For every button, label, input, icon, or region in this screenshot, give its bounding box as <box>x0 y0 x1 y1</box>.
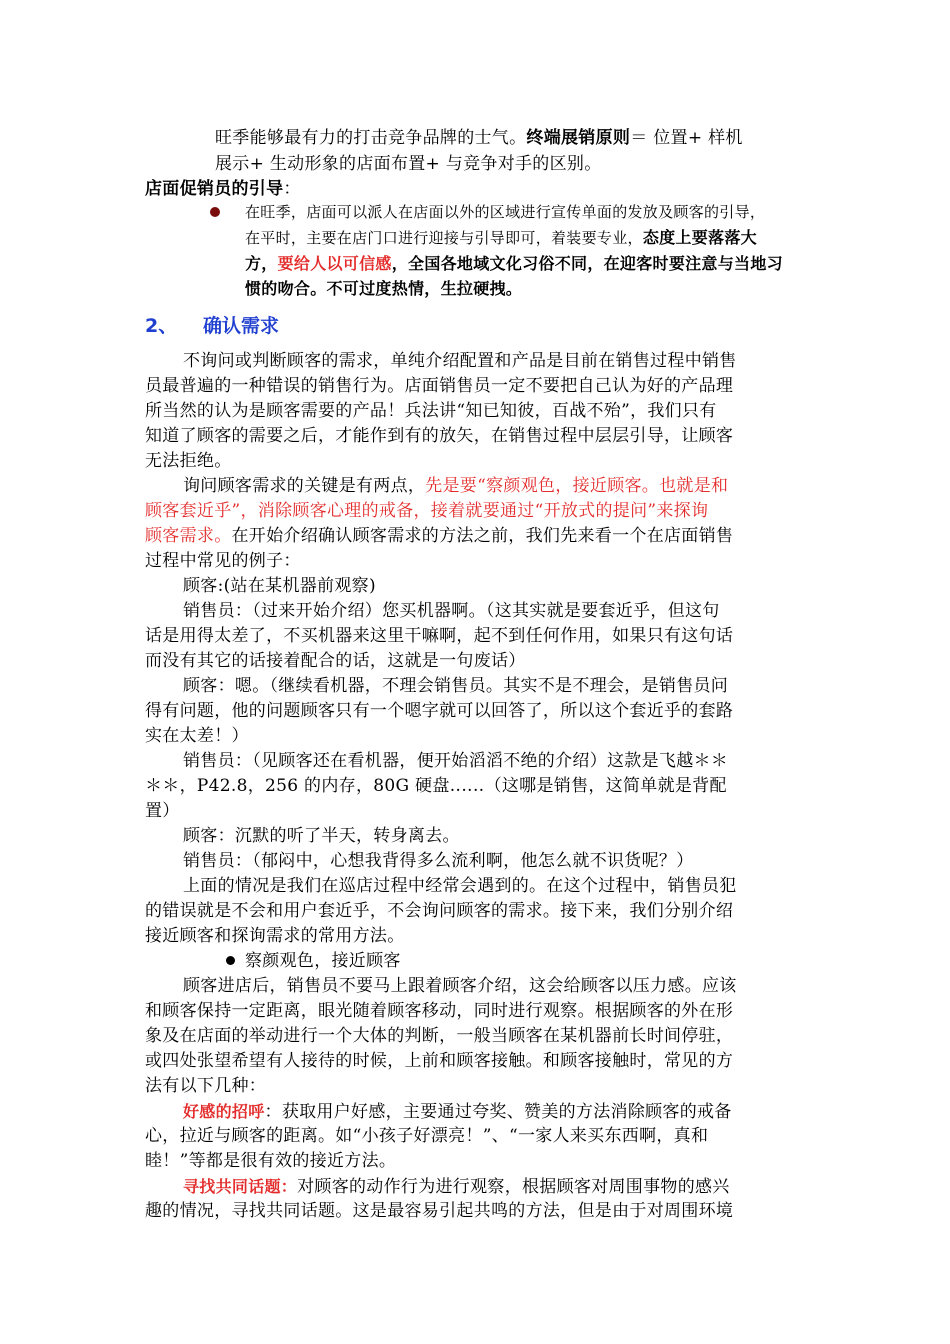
paragraph-line: 知道了顾客的需要之后，才能作到有的放矢，在销售过程中层层引导，让顾客 <box>145 426 734 446</box>
intro-line-1 <box>215 126 743 151</box>
paragraph-line <box>183 474 728 499</box>
term-label: 寻找共同话题： <box>183 1177 298 1196</box>
guide-bold-text: ，全国各地域文化习俗不同，在迎客时要注意与当地习 <box>391 254 783 273</box>
dialogue-line: 销售员：（过来开始介绍）您买机器啊。（这其实就是要套近乎，但这句 <box>183 601 720 621</box>
dialogue-line: 得有问题，他的问题顾客只有一个嗯字就可以回答了，所以这个套近乎的套路 <box>145 701 734 721</box>
paragraph-text: 询问顾客需求的关键是有两点， <box>183 476 426 496</box>
guide-red-text: 要给人以可信感 <box>277 254 392 273</box>
principle-label: 终端展销原则 <box>526 128 631 148</box>
paragraph-line: 上面的情况是我们在巡店过程中经常会遇到的。在这个过程中，销售员犯 <box>183 876 737 896</box>
dialogue-line: 而没有其它的话接着配合的话，这就是一句废话） <box>145 651 526 671</box>
dialogue-line: ＊＊，P42.8，256 的内存，80G 硬盘‥‥‥（这哪是销售，这简单就是背配 <box>145 776 727 796</box>
dialogue-line: 销售员：（郁闷中，心想我背得多么流利啊，他怎么就不识货呢？） <box>183 851 694 871</box>
highlight-text: 顾客需求。 <box>145 526 232 546</box>
paragraph-line: 顾客进店后，销售员不要马上跟着顾客介绍，这会给顾客以压力感。应该 <box>183 976 737 996</box>
term-label: 好感的招呼 <box>183 1102 265 1121</box>
guide-bullet-line-2 <box>245 225 757 251</box>
guide-bullet-line-3 <box>245 251 783 276</box>
paragraph-line: 趣的情况，寻找共同话题。这是最容易引起共鸣的方法，但是由于对周围环境 <box>145 1201 734 1221</box>
dialogue-line: 顾客:(站在某机器前观察) <box>183 576 376 596</box>
paragraph-line: 过程中常见的例子： <box>145 551 301 571</box>
highlight-text: 先是要“察颜观色，接近顾客。也就是和 <box>425 476 729 496</box>
dialogue-line: 顾客：嗯。（继续看机器，不理会销售员。其实不是不理会，是销售员问 <box>183 676 729 696</box>
paragraph-line: 心，拉近与顾客的距离。如“小孩子好漂亮！”、“一家人来买东西啊，真和 <box>145 1126 709 1146</box>
dialogue-line: 实在太差！） <box>145 726 249 746</box>
paragraph-line <box>183 1174 730 1200</box>
dialogue-line: 销售员：（见顾客还在看机器，便开始滔滔不绝的介绍）这款是飞越＊＊ <box>183 751 729 771</box>
dialogue-line: 顾客：沉默的听了半天，转身离去。 <box>183 826 460 846</box>
intro-text: ＝ 位置+ 样机 <box>630 128 743 148</box>
guide-title <box>145 177 301 202</box>
intro-text: 旺季能够最有力的打击竞争品牌的士气。 <box>215 128 527 148</box>
section-title: 确认需求 <box>203 315 280 337</box>
guide-text: 在平时，主要在店门口进行迎接与引导即可，着装要专业， <box>245 229 643 247</box>
paragraph-line <box>183 1099 732 1125</box>
paragraph-line: 顾客套近乎”，消除顾客心理的戒备，接着就要通过“开放式的提问”来探询 <box>145 501 709 521</box>
guide-title-text: 店面促销员的引导 <box>145 179 284 199</box>
guide-bullet-line-1: 在旺季，店面可以派人在店面以外的区域进行宣传单面的发放及顾客的引导， <box>245 203 766 221</box>
bullet-icon <box>210 207 220 217</box>
dialogue-line: 置） <box>145 801 180 821</box>
paragraph-line: 接近顾客和探询需求的常用方法。 <box>145 926 405 946</box>
section-number: 2、 <box>145 315 178 337</box>
paragraph-line: 或四处张望希望有人接待的时候，上前和顾客接触。和顾客接触时，常见的方 <box>145 1051 734 1071</box>
paragraph-line: 象及在店面的举动进行一个大体的判断，一般当顾客在某机器前长时间停驻， <box>145 1026 734 1046</box>
paragraph-line: 所当然的认为是顾客需要的产品！兵法讲“知已知彼，百战不殆”，我们只有 <box>145 401 717 421</box>
dialogue-line: 话是用得太差了，不买机器来这里干嘛啊，起不到任何作用，如果只有这句话 <box>145 626 734 646</box>
guide-bold-text: 方， <box>245 254 278 273</box>
paragraph-line: 法有以下几种： <box>145 1076 267 1096</box>
paragraph-text: 对顾客的动作行为进行观察，根据顾客对周围事物的感兴 <box>297 1177 730 1197</box>
paragraph-line: 睦！”等都是很有效的接近方法。 <box>145 1151 397 1171</box>
guide-title-suffix: ： <box>283 179 301 199</box>
guide-bullet-line-4: 惯的吻合。不可过度热情，生拉硬拽。 <box>245 279 523 298</box>
paragraph-line: 和顾客保持一定距离，眼光随着顾客移动，同时进行观察。根据顾客的外在形 <box>145 1001 734 1021</box>
intro-line-2: 展示+ 生动形象的店面布置+ 与竞争对手的区别。 <box>215 154 602 174</box>
paragraph-line: 无法拒绝。 <box>145 451 232 471</box>
paragraph-line: 的错误就是不会和用户套近乎，不会询问顾客的需求。接下来，我们分别介绍 <box>145 901 734 921</box>
bullet-icon <box>226 956 235 965</box>
paragraph-text: ：获取用户好感，主要通过夸奖、赞美的方法消除顾客的戒备 <box>264 1102 732 1122</box>
guide-bold-text: 态度上要落落大 <box>642 228 757 247</box>
bullet-item: 察颜观色，接近顾客 <box>245 951 401 971</box>
section-heading <box>145 312 279 340</box>
paragraph-line: 员最普遍的一种错误的销售行为。店面销售员一定不要把自己认为好的产品理 <box>145 376 734 396</box>
paragraph-line: 不询问或判断顾客的需求，单纯介绍配置和产品是目前在销售过程中销售 <box>183 351 737 371</box>
paragraph-line <box>145 524 733 549</box>
paragraph-text: 在开始介绍确认顾客需求的方法之前，我们先来看一个在店面销售 <box>231 526 734 546</box>
